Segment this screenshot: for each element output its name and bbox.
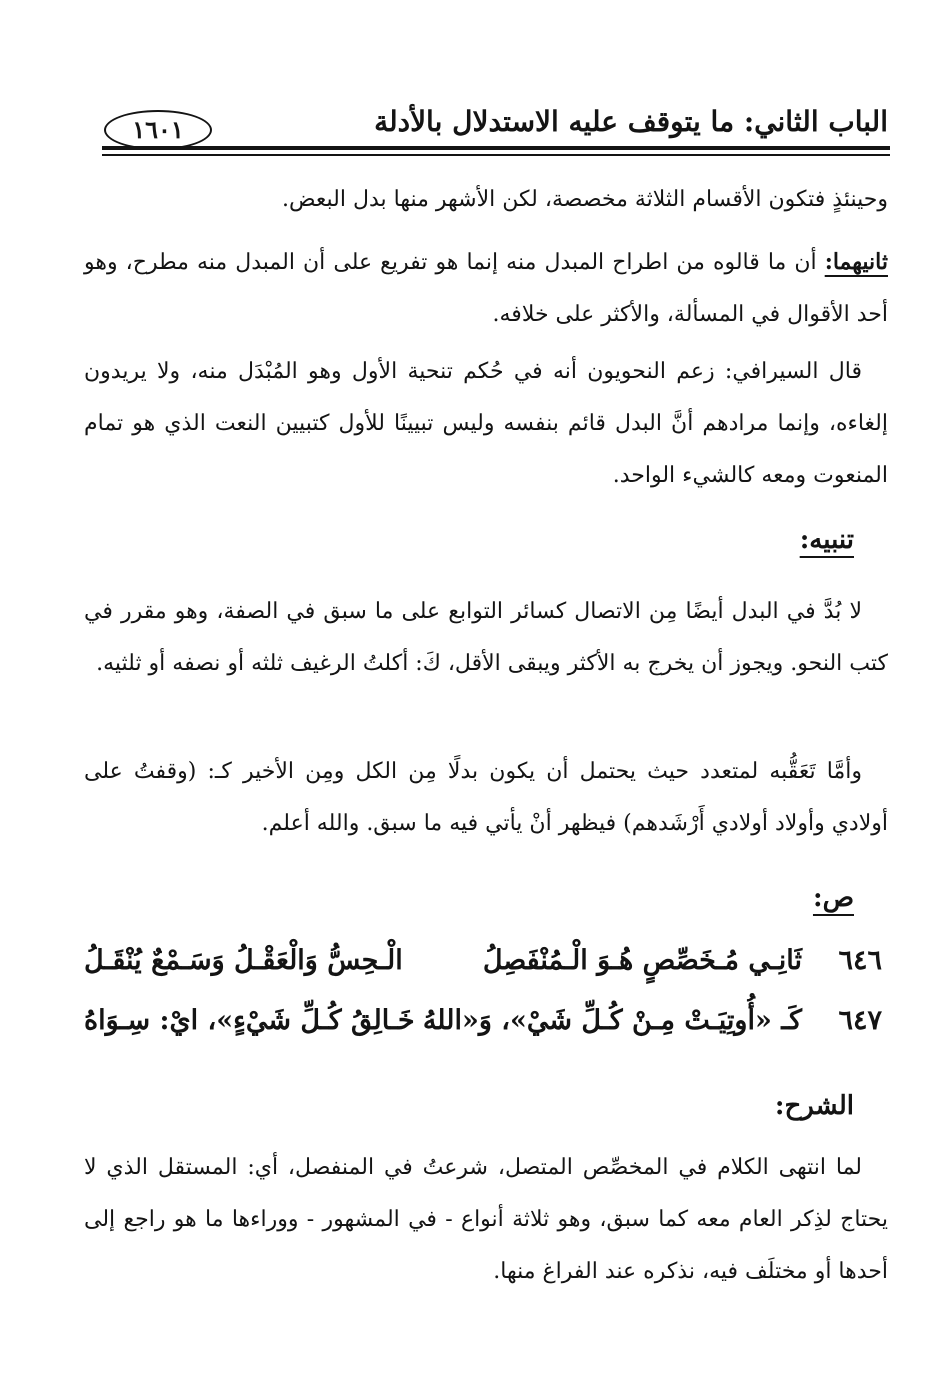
paragraph bbox=[84, 346, 888, 502]
verse-number: ٦٤٧ bbox=[838, 1005, 882, 1036]
section-heading: ص: bbox=[812, 883, 854, 913]
verse-second-hemistich: خَـالِقُ كُـلِّ شَيْءٍ»، ايْ: سِـوَاهُ bbox=[84, 1005, 415, 1036]
verse-first-hemistich: كَـ «أُوتِيَـتْ مِـنْ كُـلِّ شَيْ»، وَ«اللهُ bbox=[422, 1005, 802, 1036]
paragraph-label: ثانيهما: bbox=[824, 249, 888, 275]
verse-line bbox=[84, 996, 882, 1046]
verse-first-hemistich: ثَانِـي مُـخَصِّصٍ هُـوَ الْـمُنْفَصِلُ bbox=[482, 945, 802, 976]
paragraph-text: لا بُدَّ في البدل أيضًا مِن الاتصال كسائر التوابع على ما سبق في الصفة، وهو مقرر في كتب النحو. ويجوز أن يخرج به الأكثر ويبقى الأقل، كَ: أكلتُ الرغيف ثلثه أو نصفه أو ثلثيه. bbox=[84, 599, 888, 676]
paragraph-text: وأمَّا تَعَقُّبه لمتعدد حيث يحتمل أن يكون بدلًا مِن الكل ومِن الأخير كـ: (وقفتُ على أولادي وأولاد أولادي أَرْشَدهم) فيظهر أنْ يأتي فيه ما سبق. والله أعلم. bbox=[84, 759, 888, 836]
paragraph-text: وحينئذٍ فتكون الأقسام الثلاثة مخصصة، لكن الأشهر منها بدل البعض. bbox=[281, 187, 888, 212]
section-heading: تنبيه: bbox=[799, 525, 854, 555]
chapter-title: الباب الثاني: ما يتوقف عليه الاستدلال بالأدلة bbox=[374, 105, 888, 138]
verse-second-hemistich: الْـحِسُّ وَالْعَقْـلُ وَسَـمْعٌ يُنْقَـلُ bbox=[84, 945, 403, 976]
section-heading: الشرح: bbox=[774, 1091, 854, 1121]
verse-number: ٦٤٦ bbox=[838, 945, 882, 976]
page-number: ١٦٠١ bbox=[104, 110, 212, 150]
paragraph bbox=[84, 1142, 888, 1298]
header-rule-thin bbox=[102, 154, 890, 156]
paragraph-text: قال السيرافي: زعم النحويون أنه في حُكم تنحية الأول وهو المُبْدَل منه، ولا يريدون إلغاءه، وإنما مرادهم أنَّ البدل قائم بنفسه وليس تبيينًا للأول كتبيين النعت الذي هو تمام المنعوت ومعه كالشيء الواحد. bbox=[84, 359, 888, 488]
paragraph-text: لما انتهى الكلام في المخصِّص المتصل، شرعتُ في المنفصل، أي: المستقل الذي لا يحتاج لذِكر العام معه كما سبق، وهو ثلاثة أنواع - في المشهور - ووراءها ما هو راجع إلى أحدها أو مختلَف فيه، نذكره عند الفراغ منها. bbox=[84, 1155, 888, 1284]
paragraph-text: أن ما قالوه من اطراح المبدل منه إنما هو تفريع على أن المبدل منه مطرح، وهو أحد الأقوال في المسألة، والأكثر على خلافه. bbox=[84, 250, 888, 327]
paragraph bbox=[84, 586, 888, 690]
header-rule-thick bbox=[102, 146, 890, 150]
paragraph bbox=[84, 746, 888, 850]
verse-line bbox=[84, 936, 882, 986]
paragraph bbox=[84, 236, 888, 341]
paragraph bbox=[84, 174, 888, 226]
